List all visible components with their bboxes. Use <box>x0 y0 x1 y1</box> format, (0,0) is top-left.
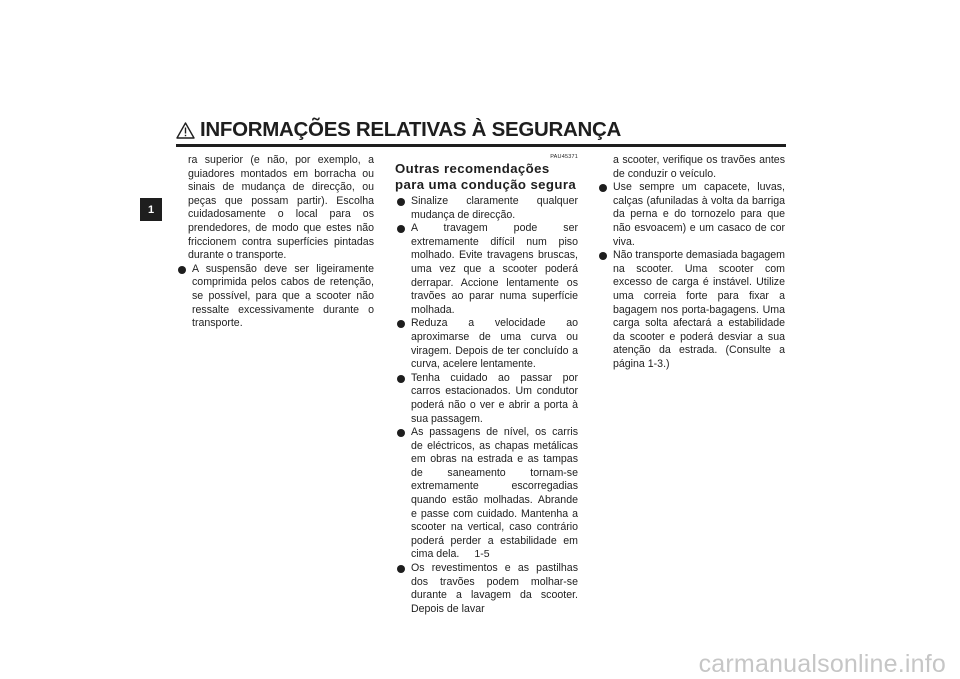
continuation-paragraph: a scooter, verifique os travões antes de conduzir o veículo. <box>613 154 785 180</box>
page-header <box>176 117 786 147</box>
list-item: A suspensão deve ser ligeiramente comprimida pelos cabos de retenção, se possível, para que a scooter não ressalte excessivamente durante o transporte. <box>176 263 374 331</box>
continuation-paragraph: ra superior (e não, por exemplo, a guiadores montados em borracha ou sinais de mudança de direcção, ou peças que possam partir). Escolha cuidadosamente o local para os prendedores, de modo que estes não friccionem contra superfícies pintadas durante o transporte. <box>188 154 374 262</box>
list-item: As passagens de nível, os carris de eléctricos, as chapas metálicas em obras na estrada e as tampas de saneamento tornam-se extremamente escorregadias quando estão molhadas. Abrande e passe com cuidado. Mantenha a scooter na vertical, caso contrário poderá perder a estabilidade em cima dela. <box>395 426 578 562</box>
list-item: Não transporte demasiada bagagem na scooter. Uma scooter com excesso de carga é instável. Utilize uma correia forte para fixar a bagagem nos porta-bagagens. Uma carga solta afectará a estabilidade da scooter e poderá desviar a sua atenção da estrada. (Consulte a página 1-3.) <box>597 249 785 371</box>
list-item: Sinalize claramente qualquer mudança de direcção. <box>395 195 578 222</box>
list-item: Tenha cuidado ao passar por carros estacionados. Um condutor poderá não o ver e abrir a porta à sua passagem. <box>395 372 578 426</box>
column-1 <box>176 154 374 331</box>
warning-triangle-icon <box>176 122 195 139</box>
list-item: Os revestimentos e as pastilhas dos travões podem molhar-se durante a lavagem da scooter. Depois de lavar <box>395 562 578 616</box>
section-code: PAU45371 <box>550 154 578 160</box>
section-heading: Outras recomendações para uma condução segura <box>395 161 577 192</box>
header-rule <box>176 144 786 147</box>
watermark: carmanualsonline.info <box>698 650 946 678</box>
list-item: A travagem pode ser extremamente difícil num piso molhado. Evite travagens bruscas, uma vez que a scooter poderá derrapar. Accione lentamente os travões ao parar numa superfície molhada. <box>395 222 578 317</box>
bullet-list <box>597 181 785 371</box>
page-title: INFORMAÇÕES RELATIVAS À SEGURANÇA <box>200 118 621 141</box>
list-item: Use sempre um capacete, luvas, calças (afuniladas à volta da barriga da perna e do tornozelo para que não esvoacem) e um casaco de cor viva. <box>597 181 785 249</box>
column-3 <box>597 154 785 372</box>
chapter-tab: 1 <box>140 198 162 221</box>
page-number: 1-5 <box>474 548 490 560</box>
list-item: Reduza a velocidade ao aproximarse de uma curva ou viragem. Depois de ter concluído a curva, acelere lentamente. <box>395 317 578 371</box>
bullet-list <box>176 263 374 331</box>
